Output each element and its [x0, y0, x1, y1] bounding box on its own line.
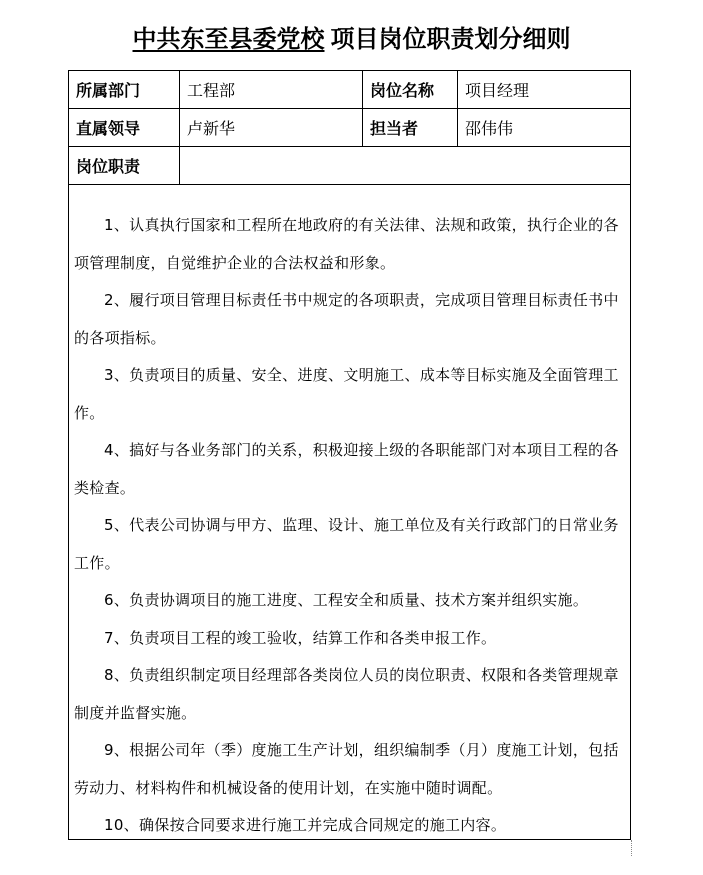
duty-item: 10、确保按合同要求进行施工并完成合同规定的施工内容。	[104, 816, 507, 834]
row-leader	[69, 109, 630, 147]
duty-label: 岗位职责	[69, 147, 180, 184]
row-department	[69, 71, 630, 109]
duty-item: 6、负责协调项目的施工进度、工程安全和质量、技术方案并组织实施。	[104, 591, 589, 609]
duty-item: 7、负责项目工程的竣工验收，结算工作和各类申报工作。	[104, 628, 497, 647]
duty-item: 4、搞好与各业务部门的关系，积极迎接上级的各职能部门对本项目工程的各类检查。	[74, 441, 619, 497]
holder-value: 邵伟伟	[465, 119, 514, 138]
page-corner-mark	[631, 840, 633, 856]
job-description-table	[68, 70, 631, 840]
document-title	[0, 22, 703, 56]
department-value: 工程部	[180, 71, 363, 108]
duty-item: 2、履行项目管理目标责任书中规定的各项职责，完成项目管理目标责任书中的各项指标。	[74, 291, 619, 347]
position-value: 项目经理	[465, 81, 530, 100]
title-document-name: 项目岗位职责划分细则	[330, 24, 571, 53]
duty-item: 5、代表公司协调与甲方、监理、设计、施工单位及有关行政部门的日常业务工作。	[74, 516, 619, 572]
duty-item: 9、根据公司年（季）度施工生产计划，组织编制季（月）度施工计划，包括劳动力、材料构件和机械设备的使用计划，在实施中随时调配。	[74, 741, 619, 797]
position-label: 岗位名称	[363, 71, 458, 108]
holder-label: 担当者	[363, 109, 458, 146]
leader-label: 直属领导	[69, 109, 180, 146]
duty-list	[69, 186, 630, 845]
title-organization: 中共东至县委党校	[132, 24, 325, 53]
duty-item: 8、负责组织制定项目经理部各类岗位人员的岗位职责、权限和各类管理规章制度并监督实施。	[74, 666, 619, 722]
duty-item: 1、认真执行国家和工程所在地政府的有关法律、法规和政策，执行企业的各项管理制度，自觉维护企业的合法权益和形象。	[74, 216, 619, 272]
row-duty-header	[69, 147, 630, 185]
department-label: 所属部门	[69, 71, 180, 108]
duty-item: 3、负责项目的质量、安全、进度、文明施工、成本等目标实施及全面管理工作。	[74, 366, 619, 422]
leader-value: 卢新华	[180, 109, 363, 146]
